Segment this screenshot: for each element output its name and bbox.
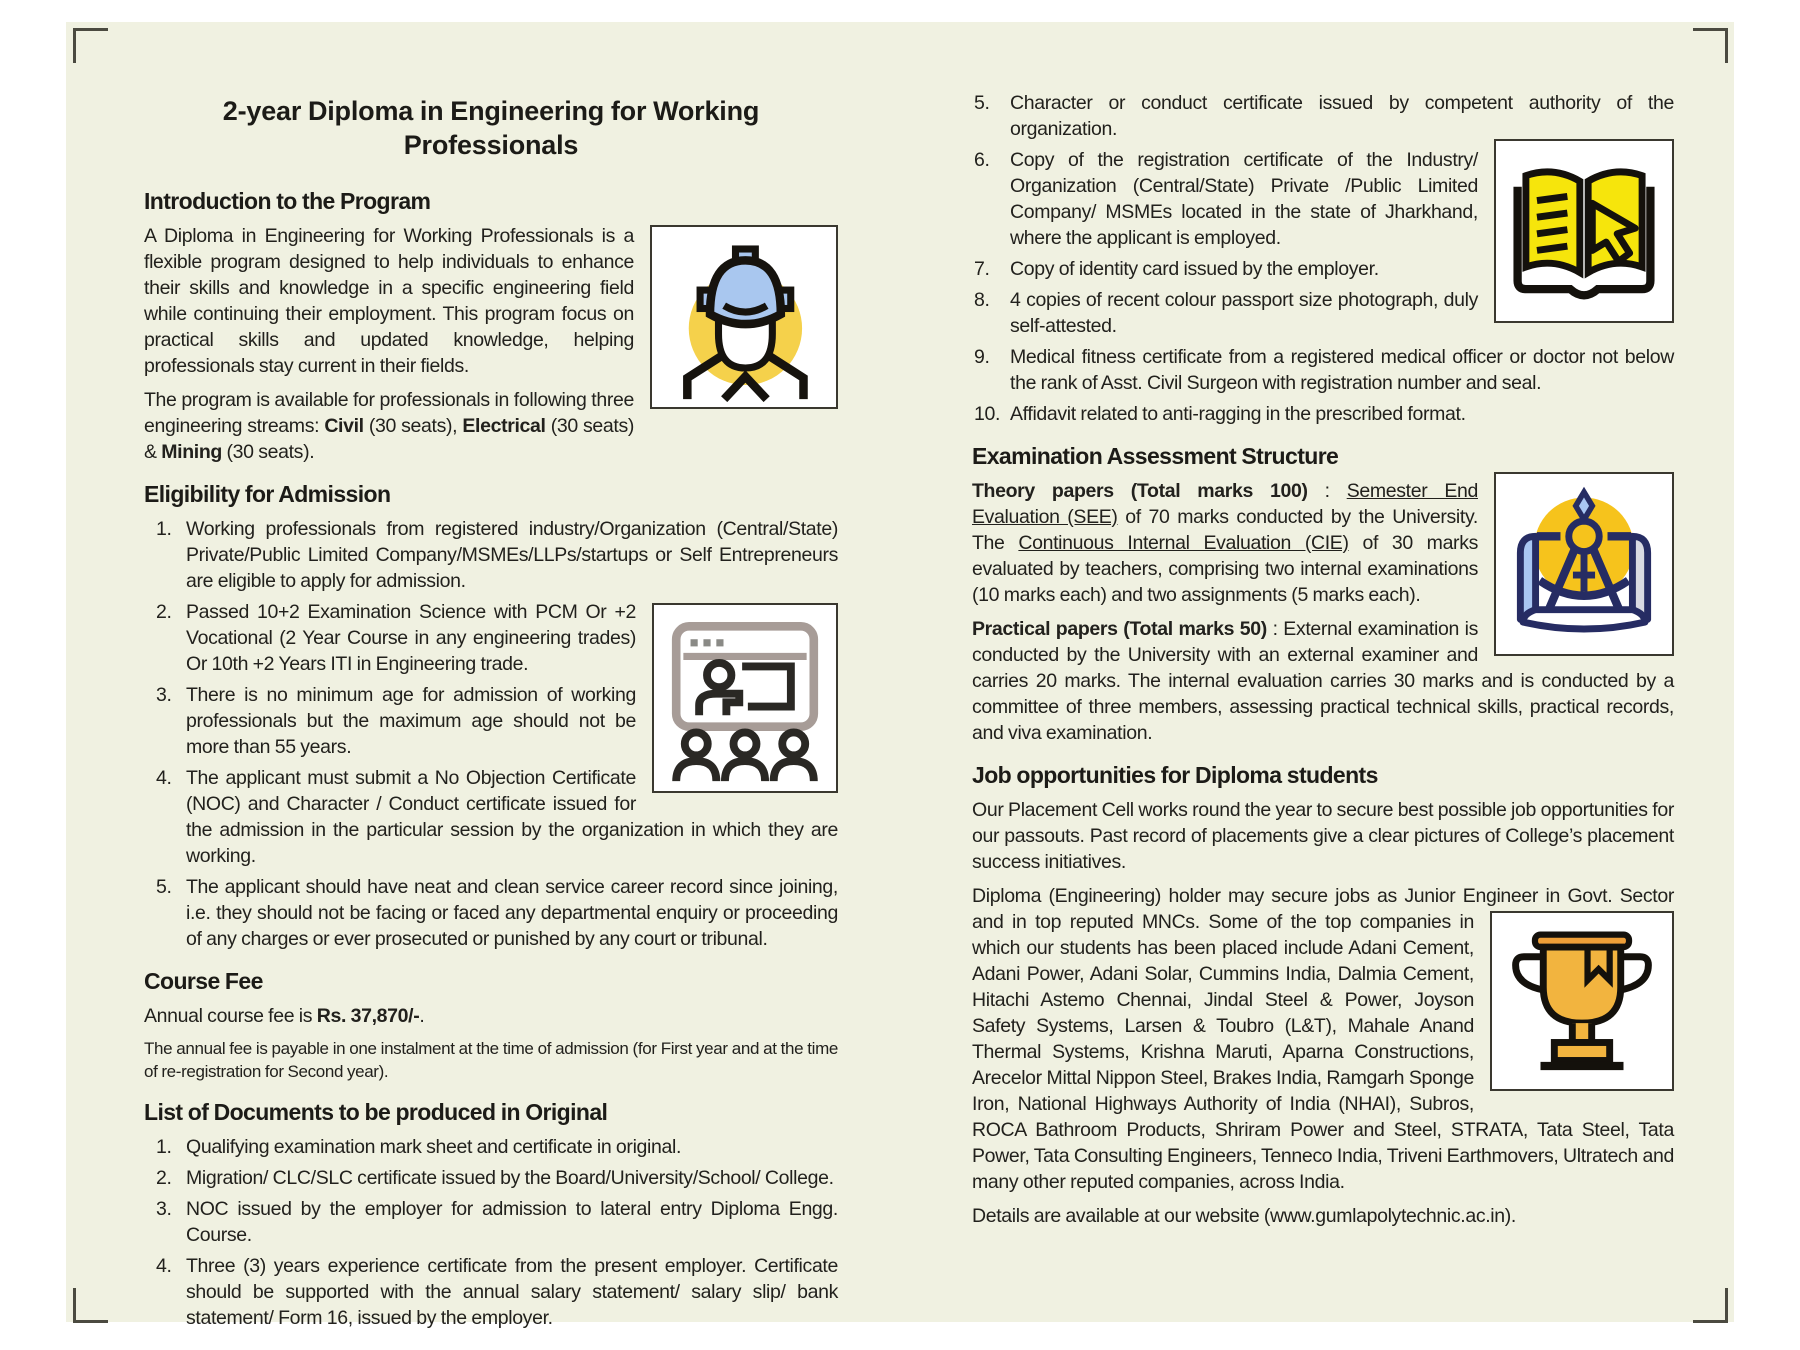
trophy-illustration-frame xyxy=(1490,911,1674,1091)
crop-mark-top-left xyxy=(73,28,108,63)
left-column xyxy=(144,90,838,1336)
section-heading-jobs: Job opportunities for Diploma students xyxy=(972,762,1378,788)
item-text: Copy of identity card issued by the employer. xyxy=(1010,258,1379,280)
course-fee-note: The annual fee is payable in one instalment at the time of admission (for First year and at the time of re-registration for Second year). xyxy=(144,1039,838,1081)
list-item xyxy=(144,1134,838,1160)
item-number: 1. xyxy=(156,518,172,540)
companies-text: Diploma (Engineering) holder may secure jobs as Junior Engineer in Govt. Sector xyxy=(972,885,1674,907)
item-number: 3. xyxy=(156,1198,172,1220)
item-number: 6. xyxy=(974,149,990,171)
list-item xyxy=(144,765,838,869)
see-underlined: Semester End Evaluation (SEE) xyxy=(972,480,1478,528)
list-item xyxy=(144,1196,838,1248)
practical-text: : External examination is conducted by the University with an external examiner and carries 20 marks. The internal evaluation carries 30 marks and is conducted by a committee of three members, assessing practical technical skills, practical records, and viva examination. xyxy=(972,618,1674,744)
item-number: 5. xyxy=(156,876,172,898)
list-item xyxy=(972,256,1674,282)
companies-paragraph xyxy=(972,883,1674,1195)
page-title: 2-year Diploma in Engineering for Working Professionals xyxy=(222,96,760,160)
section-heading-course-fee: Course Fee xyxy=(144,968,263,994)
item-number: 5. xyxy=(974,92,990,114)
theory-text: of 30 marks evaluated by teachers, comprising two internal examinations (10 marks each) and two assignments (5 marks each). xyxy=(972,532,1479,606)
list-item xyxy=(144,516,838,594)
item-text: There is no minimum age for admission of working professionals but the maximum age should not be more than 55 years. xyxy=(186,684,636,758)
section-heading-documents: List of Documents to be produced in Original xyxy=(144,1099,608,1125)
right-column xyxy=(972,90,1674,1237)
list-item xyxy=(144,682,838,760)
documents-list xyxy=(144,1134,838,1331)
engineer-illustration-frame xyxy=(650,225,838,409)
fee-suffix: . xyxy=(419,1005,425,1027)
item-number: 2. xyxy=(156,1167,172,1189)
list-item xyxy=(144,1253,838,1331)
item-text: Passed 10+2 Examination Science with PCM Or +2 Vocational (2 Year Course in any engineering trades) Or 10th +2 Years ITI in Engineering trade. xyxy=(186,601,636,675)
theory-paragraph xyxy=(972,478,1674,608)
item-number: 4. xyxy=(156,1255,172,1277)
item-text: Copy of the registration certificate of the Industry/ Organization (Central/State) Private /Public Limited Company/ MSMEs located in the state of Jharkhand, where the applicant is employed. xyxy=(1010,149,1478,249)
introduction-section xyxy=(144,223,838,465)
crop-mark-top-right xyxy=(1693,28,1728,63)
item-number: 1. xyxy=(156,1136,172,1158)
item-text: NOC issued by the employer for admission to lateral entry Diploma Engg. Course. xyxy=(186,1198,838,1246)
item-number: 9. xyxy=(974,346,990,368)
theory-text: : xyxy=(1307,480,1347,502)
cie-underlined: Continuous Internal Evaluation (CIE) xyxy=(1018,532,1349,554)
list-item xyxy=(972,401,1674,427)
placement-paragraph: Our Placement Cell works round the year to secure best possible job opportunities for our passouts. Past record of placements give a clear pictures of College’s placement success initiatives. xyxy=(972,799,1674,873)
stream-electrical: Electrical xyxy=(462,415,546,437)
practical-label: Practical papers (Total marks 50) xyxy=(972,618,1267,640)
trophy-award-icon xyxy=(1497,918,1667,1084)
jobs-section xyxy=(972,797,1674,1229)
item-text: Medical fitness certificate from a registered medical officer or doctor not below the rank of Asst. Civil Surgeon with registration number and seal. xyxy=(1010,346,1674,394)
item-text: The applicant should have neat and clean service career record since joining, i.e. they should not be facing or faced any departmental enquiry or proceeding of any charges or ever prosecuted or punished by any court or tribunal. xyxy=(186,876,838,950)
list-item xyxy=(972,344,1674,396)
compass-illustration-frame xyxy=(1494,472,1674,656)
list-item xyxy=(144,1165,838,1191)
item-text: Qualifying examination mark sheet and certificate in original. xyxy=(186,1136,682,1158)
documents-list-continued xyxy=(972,90,1674,427)
list-item xyxy=(972,287,1674,339)
intro-p2-text: (30 seats). xyxy=(221,441,315,463)
list-item xyxy=(144,874,838,952)
section-heading-introduction: Introduction to the Program xyxy=(144,188,431,214)
drafting-compass-blueprint-icon xyxy=(1501,479,1667,649)
fee-prefix: Annual course fee is xyxy=(144,1005,317,1027)
eligibility-list xyxy=(144,516,838,952)
crop-mark-bottom-left xyxy=(73,1288,108,1323)
item-number: 8. xyxy=(974,289,990,311)
item-number: 7. xyxy=(974,258,990,280)
theory-label: Theory papers (Total marks 100) xyxy=(972,480,1308,502)
intro-paragraph-1: A Diploma in Engineering for Working Professionals is a flexible program designed to help individuals to enhance their skills and knowledge in a specific engineering field while continuing their employment. This program focus on practical skills and updated knowledge, helping professionals stay current in their fields. xyxy=(144,225,634,377)
list-item xyxy=(144,599,838,677)
item-text: Migration/ CLC/SLC certificate issued by the Board/University/School/ College. xyxy=(186,1167,834,1189)
section-heading-examination: Examination Assessment Structure xyxy=(972,443,1339,469)
construction-worker-hardhat-icon xyxy=(657,232,831,402)
item-text: 4 copies of recent colour passport size photograph, duly self-attested. xyxy=(1010,289,1478,337)
intro-p2-text: (30 seats) & xyxy=(144,415,634,463)
stream-mining: Mining xyxy=(161,441,222,463)
item-text: Working professionals from registered industry/Organization (Central/State) Private/Public Limited Company/MSMEs/LLPs/startups or Self Entrepreneurs are eligible to apply for admission. xyxy=(186,518,838,592)
companies-text: and in top reputed MNCs. Some of the top companies in which our students has been placed include Adani Cement, Adani Power, Adani Solar, Cummins India, Dalmia Cement, Hitachi Astemo Chennai, Jindal Steel & Power, Joyson Safety Systems, Larsen & Toubro (L&T), Mahale Anand Thermal Systems, Krishna Maruti, Aparna Constructions, Arecelor Mittal Nippon Steel, Brakes India, Ramgarh Sponge Iron, National Highways Authority of India (NHAI), Subros, ROCA Bathroom Products, Shriram Power and Steel, STRATA, Tata Steel, Tata Power, Tata Consulting Engineers, Tenneco India, Triveni Earthmovers, Ultratech and many other reputed companies, across India. xyxy=(972,911,1674,1193)
list-item xyxy=(972,147,1674,251)
item-number: 4. xyxy=(156,767,172,789)
fee-amount: Rs. 37,870/- xyxy=(316,1005,420,1027)
intro-p2-text: The program is available for professionals in following three engineering streams: xyxy=(144,389,634,437)
stream-civil: Civil xyxy=(324,415,364,437)
course-fee-line xyxy=(144,1003,838,1029)
crop-mark-bottom-right xyxy=(1693,1288,1728,1323)
item-text: Character or conduct certificate issued by competent authority of the organization. xyxy=(1010,92,1674,140)
section-heading-eligibility: Eligibility for Admission xyxy=(144,481,391,507)
item-number: 10. xyxy=(974,403,1001,425)
theory-text: of 70 marks conducted by the University. The xyxy=(972,506,1478,554)
item-text: Three (3) years experience certificate from the present employer. Certificate should be supported with the annual salary statement/ salary slip/ bank statement/ Form 16, issued by the employer. xyxy=(186,1255,838,1329)
list-item xyxy=(972,90,1674,142)
item-number: 3. xyxy=(156,684,172,706)
item-text: The applicant must submit a No Objection Certificate (NOC) and Character / Conduct certificate issued for the admission in the particular session by the organization in which they are working. xyxy=(186,767,838,867)
website-line: Details are available at our website (www.gumlapolytechnic.ac.in). xyxy=(972,1205,1516,1227)
intro-p2-text: (30 seats), xyxy=(363,415,463,437)
examination-section xyxy=(972,478,1674,746)
item-text: Affidavit related to anti-ragging in the prescribed format. xyxy=(1010,403,1466,425)
item-number: 2. xyxy=(156,601,172,623)
